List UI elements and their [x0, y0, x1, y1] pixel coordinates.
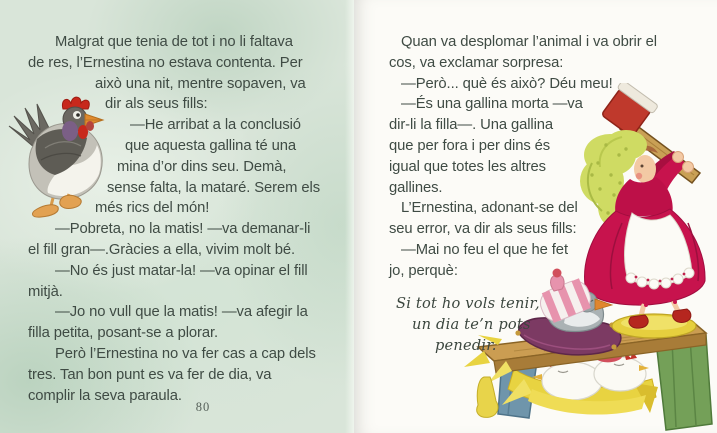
story-line: mina d’or dins seu. Demà, — [117, 158, 287, 175]
left-page — [0, 0, 354, 433]
story-line: igual que totes les altres — [389, 158, 546, 175]
story-line: de res, l’Ernestina no estava contenta. Per — [28, 54, 303, 71]
story-line: mitjà. — [28, 283, 63, 300]
page-number: 80 — [195, 400, 211, 414]
story-line: que aquesta gallina té una — [125, 137, 296, 154]
story-line: seu error, va dir als seus fills: — [389, 221, 577, 238]
verse-line: penedir. — [435, 337, 497, 354]
right-page — [354, 0, 717, 433]
story-line: —Jo no vull que la matis! —va afegir la — [55, 304, 308, 321]
verse-line: un dia te’n pots — [412, 316, 531, 333]
story-line: això una nit, mentre sopaven, va — [95, 75, 306, 92]
story-line: —He arribat a la conclusió — [130, 117, 301, 134]
story-line: cos, va exclamar sorpresa: — [389, 54, 564, 71]
story-line: jo, perquè: — [389, 262, 458, 279]
story-line: —No és just matar-la! —va opinar el fill — [55, 262, 308, 279]
verse-block — [354, 293, 540, 356]
story-line: Quan va desplomar l’animal i va obrir el — [401, 34, 657, 50]
story-line: tres. Tan bon punt es va fer de dia, va — [28, 366, 272, 383]
story-line: —És una gallina morta —va — [401, 96, 583, 113]
verse-line: Si tot ho vols tenir, — [396, 295, 540, 312]
story-line: dir als seus fills: — [105, 96, 208, 113]
yellow-boot — [477, 377, 498, 417]
story-line: Malgrat que tenia de tot i no li faltava — [55, 34, 293, 50]
left-page-text — [0, 32, 354, 406]
story-line: el fill gran—.Gràcies a ella, vivim molt bé. — [28, 241, 295, 258]
story-line: que per fora i per dins és — [389, 137, 551, 154]
story-line: —Mai no feu el que he fet — [401, 241, 568, 258]
story-line: filla petita, posant-se a plorar. — [28, 325, 218, 342]
story-line: sense falta, la mataré. Serem els — [107, 179, 320, 196]
right-page-text — [354, 32, 717, 282]
story-line: més rics del món! — [95, 200, 210, 217]
story-line: complir la seva paraula. — [28, 387, 182, 404]
story-line: —Però... què és això? Déu meu! — [401, 75, 613, 92]
story-line: dir-li la filla—. Una gallina — [389, 117, 554, 134]
story-line: Però l’Ernestina no va fer cas a cap dels — [55, 345, 316, 362]
story-line: —Pobreta, no la matis! —va demanar-li — [55, 221, 311, 238]
story-line: gallines. — [389, 179, 443, 196]
story-line: L’Ernestina, adonant-se del — [401, 200, 578, 217]
